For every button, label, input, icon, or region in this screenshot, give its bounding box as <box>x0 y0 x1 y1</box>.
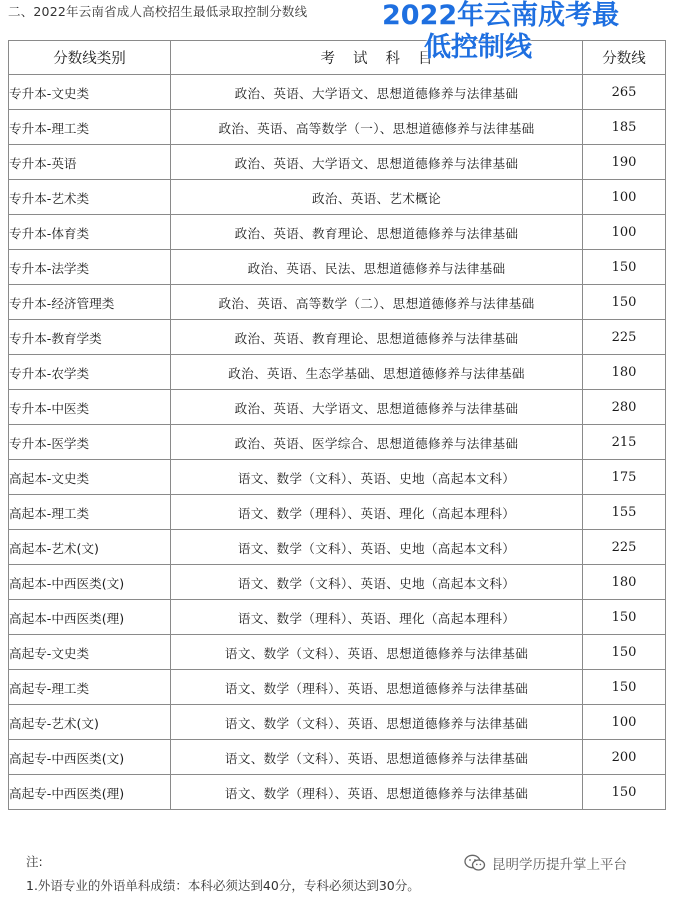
row-category: 高起专-中西医类(文) <box>9 740 171 775</box>
overlay-title-line1: 2022年云南成考最 <box>382 0 620 31</box>
row-subjects: 政治、英语、艺术概论 <box>171 180 583 215</box>
row-subjects: 语文、数学（文科）、英语、史地（高起本文科） <box>171 565 583 600</box>
row-score: 190 <box>583 145 666 180</box>
table-row <box>9 705 666 740</box>
note-item: 1.外语专业的外语单科成绩：本科必须达到40分，专科必须达到30分。 <box>26 878 420 893</box>
row-subjects: 语文、数学（文科）、英语、思想道德修养与法律基础 <box>171 635 583 670</box>
row-subjects: 语文、数学（理科）、英语、理化（高起本理科） <box>171 600 583 635</box>
row-score: 150 <box>583 775 666 810</box>
row-category: 高起专-中西医类(理) <box>9 775 171 810</box>
row-score: 150 <box>583 635 666 670</box>
row-category: 高起本-中西医类(文) <box>9 565 171 600</box>
row-subjects: 政治、英语、教育理论、思想道德修养与法律基础 <box>171 215 583 250</box>
table-row <box>9 495 666 530</box>
row-score: 100 <box>583 215 666 250</box>
table-row <box>9 565 666 600</box>
row-category: 高起专-文史类 <box>9 635 171 670</box>
table-row <box>9 635 666 670</box>
row-score: 215 <box>583 425 666 460</box>
row-subjects: 语文、数学（理科）、英语、思想道德修养与法律基础 <box>171 775 583 810</box>
row-subjects: 政治、英语、大学语文、思想道德修养与法律基础 <box>171 145 583 180</box>
table-row <box>9 110 666 145</box>
table-body <box>9 75 666 810</box>
watermark <box>464 853 627 873</box>
watermark-text: 昆明学历提升掌上平台 <box>492 857 627 873</box>
row-subjects: 政治、英语、民法、思想道德修养与法律基础 <box>171 250 583 285</box>
table-row <box>9 775 666 810</box>
row-category: 高起本-艺术(文) <box>9 530 171 565</box>
row-subjects: 语文、数学（理科）、英语、思想道德修养与法律基础 <box>171 670 583 705</box>
wechat-icon <box>464 854 486 872</box>
row-score: 180 <box>583 565 666 600</box>
row-score: 150 <box>583 285 666 320</box>
header-category: 分数线类别 <box>9 41 171 75</box>
table-row <box>9 530 666 565</box>
row-category: 专升本-文史类 <box>9 75 171 110</box>
page-heading: 二、2022年云南省成人高校招生最低录取控制分数线 <box>8 4 308 19</box>
notes <box>26 852 420 894</box>
row-score: 150 <box>583 600 666 635</box>
table-row <box>9 215 666 250</box>
row-score: 180 <box>583 355 666 390</box>
overlay-title <box>382 0 668 64</box>
header-score: 分数线 <box>583 41 666 75</box>
table-row <box>9 425 666 460</box>
row-subjects: 政治、英语、高等数学（二）、思想道德修养与法律基础 <box>171 285 583 320</box>
table-row <box>9 600 666 635</box>
row-subjects: 政治、英语、大学语文、思想道德修养与法律基础 <box>171 390 583 425</box>
table-row <box>9 460 666 495</box>
row-category: 专升本-中医类 <box>9 390 171 425</box>
score-table <box>8 40 666 810</box>
table-row <box>9 145 666 180</box>
row-score: 100 <box>583 705 666 740</box>
row-category: 专升本-法学类 <box>9 250 171 285</box>
row-category: 高起本-中西医类(理) <box>9 600 171 635</box>
row-category: 专升本-经济管理类 <box>9 285 171 320</box>
overlay-title-line2: 低控制线 <box>424 32 532 63</box>
row-score: 225 <box>583 320 666 355</box>
row-subjects: 政治、英语、高等数学（一）、思想道德修养与法律基础 <box>171 110 583 145</box>
table-row <box>9 740 666 775</box>
notes-label: 注: <box>26 854 43 869</box>
row-score: 150 <box>583 250 666 285</box>
row-score: 225 <box>583 530 666 565</box>
row-score: 280 <box>583 390 666 425</box>
row-subjects: 政治、英语、生态学基础、思想道德修养与法律基础 <box>171 355 583 390</box>
table-row <box>9 670 666 705</box>
row-score: 265 <box>583 75 666 110</box>
row-category: 高起专-艺术(文) <box>9 705 171 740</box>
row-subjects: 语文、数学（文科）、英语、思想道德修养与法律基础 <box>171 705 583 740</box>
row-category: 专升本-英语 <box>9 145 171 180</box>
row-score: 155 <box>583 495 666 530</box>
row-category: 专升本-艺术类 <box>9 180 171 215</box>
row-score: 150 <box>583 670 666 705</box>
row-category: 高起本-理工类 <box>9 495 171 530</box>
row-subjects: 政治、英语、大学语文、思想道德修养与法律基础 <box>171 75 583 110</box>
row-score: 100 <box>583 180 666 215</box>
row-score: 200 <box>583 740 666 775</box>
row-subjects: 政治、英语、教育理论、思想道德修养与法律基础 <box>171 320 583 355</box>
row-category: 专升本-农学类 <box>9 355 171 390</box>
row-subjects: 语文、数学（文科）、英语、史地（高起本文科） <box>171 530 583 565</box>
row-category: 专升本-教育学类 <box>9 320 171 355</box>
table-row <box>9 320 666 355</box>
row-subjects: 语文、数学（理科）、英语、理化（高起本理科） <box>171 495 583 530</box>
table-row <box>9 250 666 285</box>
row-subjects: 政治、英语、医学综合、思想道德修养与法律基础 <box>171 425 583 460</box>
row-category: 高起专-理工类 <box>9 670 171 705</box>
row-score: 175 <box>583 460 666 495</box>
row-category: 专升本-体育类 <box>9 215 171 250</box>
row-score: 185 <box>583 110 666 145</box>
table-row <box>9 355 666 390</box>
row-subjects: 语文、数学（文科）、英语、史地（高起本文科） <box>171 460 583 495</box>
row-subjects: 语文、数学（文科）、英语、思想道德修养与法律基础 <box>171 740 583 775</box>
table-row <box>9 180 666 215</box>
table-row <box>9 75 666 110</box>
table-row <box>9 390 666 425</box>
header-subjects: 考试科目 <box>171 41 583 75</box>
table-row <box>9 285 666 320</box>
row-category: 专升本-理工类 <box>9 110 171 145</box>
row-category: 专升本-医学类 <box>9 425 171 460</box>
row-category: 高起本-文史类 <box>9 460 171 495</box>
